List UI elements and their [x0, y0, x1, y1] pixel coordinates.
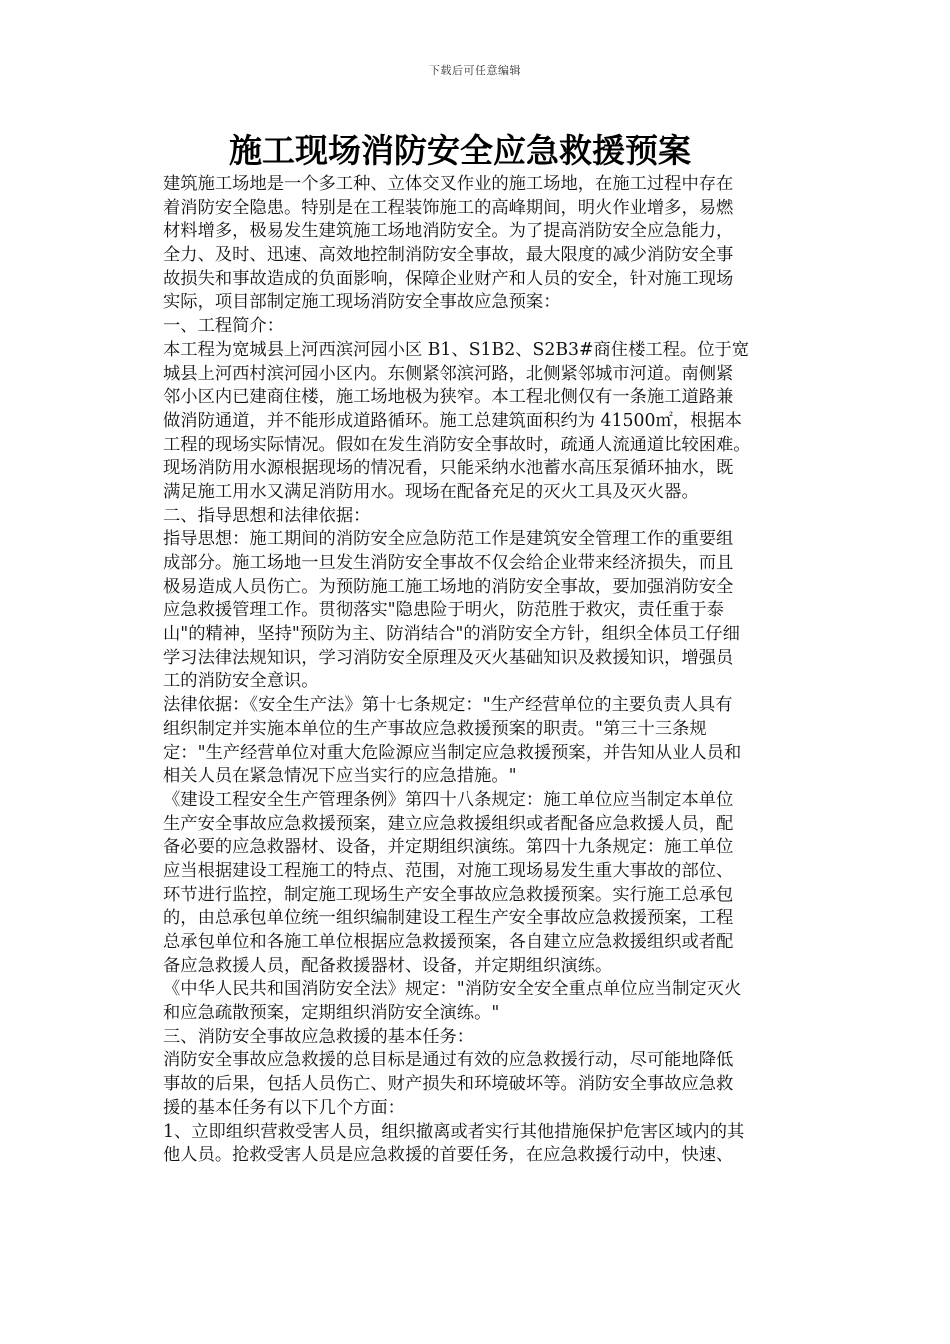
body-text-line: 工程的现场实际情况。假如在发生消防安全事故时，疏通人流通道比较困难。: [163, 434, 751, 455]
body-text-line: 组织制定并实施本单位的生产事故应急救援预案的职责。"第三十三条规: [163, 718, 707, 739]
body-text-line: 消防安全事故应急救援的总目标是通过有效的应急救援行动，尽可能地降低: [163, 1050, 734, 1071]
body-text-line: 工的消防安全意识。: [163, 671, 319, 692]
body-text-line: 定："生产经营单位对重大危险源应当制定应急救援预案，并告知从业人员和: [163, 742, 742, 763]
body-text-line: 环节进行监控，制定施工现场生产安全事故应急救援预案。实行施工总承包: [163, 884, 734, 905]
body-text-line: 着消防安全隐患。特别是在工程装饰施工的高峰期间，明火作业增多，易燃: [163, 197, 734, 218]
body-text-line: 和应急疏散预案，定期组织消防安全演练。": [163, 1003, 500, 1024]
body-text-line: 指导思想：施工期间的消防安全应急防范工作是建筑安全管理工作的重要组: [163, 529, 734, 550]
body-text-line: 的，由总承包单位统一组织编制建设工程生产安全事故应急救援预案，工程: [163, 908, 734, 929]
body-text-line: 极易造成人员伤亡。为预防施工施工场地的消防安全事故，要加强消防安全: [163, 576, 734, 597]
body-text-line: 《建设工程安全生产管理条例》第四十八条规定：施工单位应当制定本单位: [163, 789, 734, 810]
body-text-line: 法律依据：《安全生产法》第十七条规定："生产经营单位的主要负责人具有: [163, 695, 733, 716]
body-text-line: 材料增多，极易发生建筑施工场地消防安全。为了提高消防安全应急能力，: [163, 221, 734, 242]
document-title: 施工现场消防安全应急救援预案: [229, 131, 691, 170]
body-text-line: 应当根据建设工程施工的特点、范围，对施工现场易发生重大事故的部位、: [163, 860, 734, 881]
body-text-line: 故损失和事故造成的负面影响，保障企业财产和人员的安全，针对施工现场: [163, 268, 734, 289]
body-text-line: 做消防通道，并不能形成道路循环。施工总建筑面积约为 41500㎡，根据本: [163, 410, 742, 431]
body-text-line: 本工程为宽城县上河西滨河园小区 B1、S1B2、S2B3#商住楼工程。位于宽: [163, 339, 750, 360]
body-text-line: 现场消防用水源根据现场的情况看，只能采纳水池蓄水高压泵循环抽水，既: [163, 458, 734, 479]
body-text-line: 一、工程简介：: [163, 316, 284, 337]
body-text-line: 事故的后果，包括人员伤亡、财产损失和环境破坏等。消防安全事故应急救: [163, 1074, 734, 1095]
body-text-line: 成部分。施工场地一旦发生消防安全事故不仅会给企业带来经济损失，而且: [163, 553, 734, 573]
body-text-line: 《中华人民共和国消防安全法》规定："消防安全安全重点单位应当制定灭火: [163, 979, 742, 1000]
body-text-line: 邻小区内已建商住楼，施工场地极为狭窄。本工程北侧仅有一条施工道路兼: [163, 387, 734, 408]
body-text-line: 援的基本任务有以下几个方面：: [163, 1097, 405, 1118]
header-note: 下载后可任意编辑: [429, 64, 521, 77]
body-text-line: 全力、及时、迅速、高效地控制消防安全事故，最大限度的减少消防安全事: [163, 245, 734, 266]
body-text-line: 三、消防安全事故应急救援的基本任务：: [163, 1026, 475, 1047]
body-text-line: 生产安全事故应急救援预案，建立应急救援组织或者配备应急救援人员，配: [163, 813, 734, 834]
body-text-line: 实际，项目部制定施工现场消防安全事故应急预案：: [163, 292, 561, 313]
body-text-line: 满足施工用水又满足消防用水。现场在配备充足的灭火工具及灭火器。: [163, 481, 699, 502]
body-text-line: 备应急救援人员，配备救援器材、设备，并定期组织演练。: [163, 955, 613, 976]
body-text-line: 相关人员在紧急情况下应当实行的应急措施。": [163, 766, 517, 787]
body-text-line: 山"的精神，坚持"预防为主、防消结合"的消防安全方针，组织全体员工仔细: [163, 624, 740, 645]
body-text-line: 备必要的应急救器材、设备，并定期组织演练。第四十九条规定：施工单位: [163, 837, 734, 858]
body-text-line: 他人员。抢救受害人员是应急救援的首要任务，在应急救援行动中，快速、: [163, 1145, 734, 1166]
document-body: [163, 173, 813, 1168]
body-text-line: 建筑施工场地是一个多工种、立体交叉作业的施工场地，在施工过程中存在: [163, 174, 734, 194]
body-text-line: 总承包单位和各施工单位根据应急救援预案，各自建立应急救援组织或者配: [163, 932, 734, 952]
body-text-line: 应急救援管理工作。贯彻落实"隐患险于明火，防范胜于救灾，责任重于泰: [163, 600, 724, 621]
body-text-line: 1、立即组织营救受害人员，组织撤离或者实行其他措施保护危害区域内的其: [163, 1121, 745, 1142]
body-text-line: 二、指导思想和法律依据：: [163, 505, 371, 526]
body-text-line: 学习法律法规知识，学习消防安全原理及灭火基础知识及救援知识，增强员: [163, 647, 734, 668]
body-text-line: 城县上河西村滨河园小区内。东侧紧邻滨河路，北侧紧邻城市河道。南侧紧: [163, 363, 734, 384]
